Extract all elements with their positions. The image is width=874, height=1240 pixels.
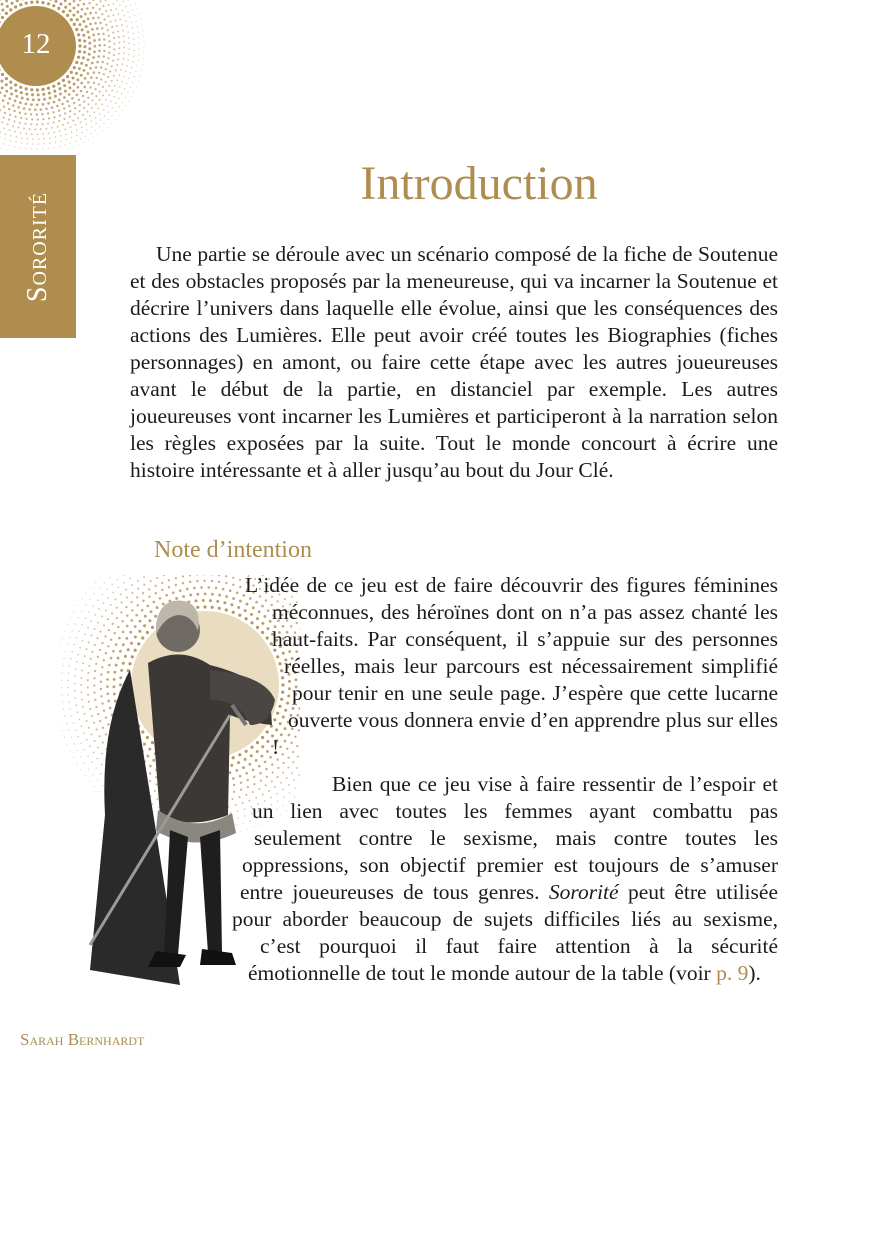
page-title: Introduction (360, 157, 598, 210)
section-tab (0, 155, 76, 338)
page-reference-link[interactable]: p. 9 (716, 961, 749, 985)
corner-sunburst-decoration (0, 0, 150, 150)
note-paragraph-2-end: ). (748, 961, 761, 985)
note-paragraph-2-start: Bien que ce jeu vise à faire ressentir de l’espoir et un lien avec toutes les femmes ayant combattu pas seulement contre le sexisme, mais contre toutes les oppressions, son objectif premier est toujours de s’amuser entre joueureuses de tous genres. (240, 772, 778, 904)
note-paragraph-1: L’idée de ce jeu est de faire découvrir des figures féminines méconnues, des héroïnes dont on n’a pas assez chanté les haut-faits. Par conséquent, il s’appuie sur des personnes réelles, mais leur parcours est nécessairement simplifié pour tenir en une seule page. J’espère que cette lucarne ouverte vous donnera envie d’en apprendre plus sur elles ! (245, 573, 778, 759)
intro-paragraph: Une partie se déroule avec un scénario composé de la fiche de Soutenue et des obstacles proposés par la meneureuse, qui va incarner la Soutenue et décrire l’univers dans laquelle elle évolue, ainsi que les conséquences des actions des Lumières. Elle peut avoir créé toutes les Biographies (fiches personnages) en amont, ou faire cette étape avec les autres joueureuses avant le début de la partie, en distanciel par exemple. Les autres joueureuses vont incarner les Lumières et participeront à la narration selon les règles exposées par la suite. Tout le monde concourt à écrire une histoire intéressante et à aller jusqu’au bout du Jour Clé. (130, 242, 778, 482)
game-title-emphasis: Sororité (548, 880, 619, 904)
note-paragraph-2-middle: peut être utilisée pour aborder beaucoup de sujets difficiles liés au sexisme, c’est pourquoi il faut faire attention à la sécurité émotionnelle de tout le monde autour de la table (voir (232, 880, 778, 985)
note-body (0, 572, 778, 1014)
section-tab-label: Sororité (22, 191, 53, 303)
portrait-caption: Sarah Bernhardt (20, 1030, 145, 1049)
note-heading: Note d’intention (154, 537, 312, 563)
page-number: 12 (21, 28, 51, 60)
